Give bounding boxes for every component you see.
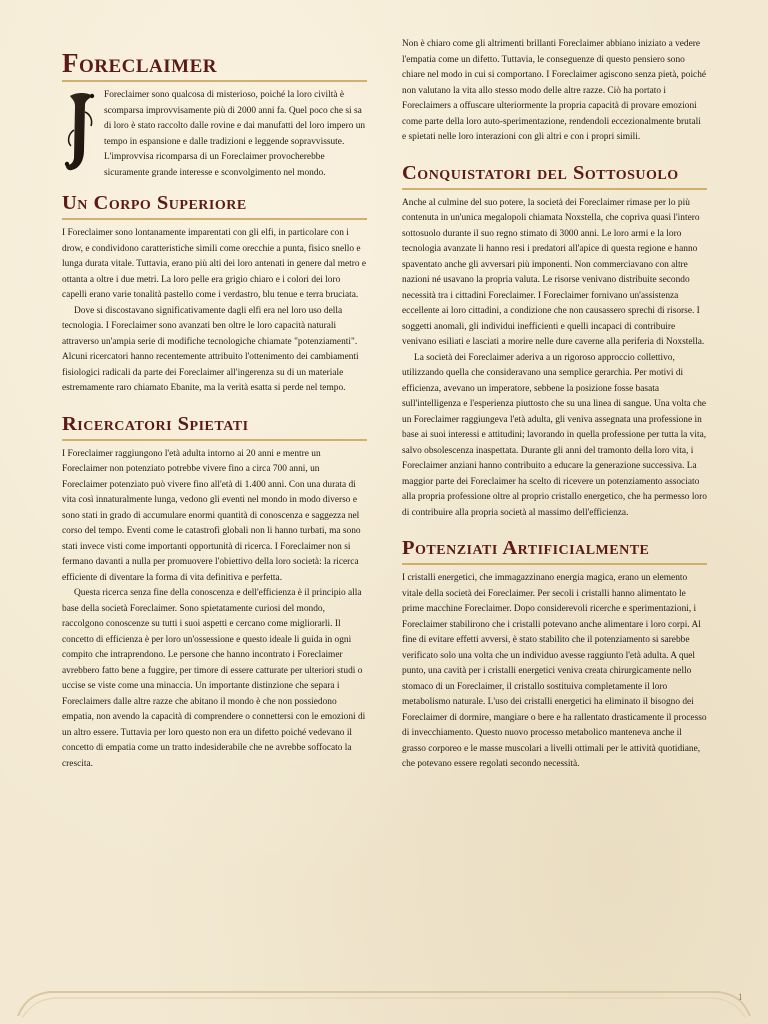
page-title: Foreclaimer	[62, 48, 218, 78]
heading-rule	[62, 218, 367, 220]
ornate-i-dropcap-icon	[62, 90, 98, 175]
heading-ricercatori-spietati: Ricercatori Spietati	[62, 412, 249, 435]
empatia-paragraph: Non è chiaro come gli altrimenti brillanti Foreclaimer abbiano iniziato a vedere l'empatia come un difetto. Tuttavia, le conseguenze di questo pensiero sono chiare nel modo in cui si comportano. I Foreclaimer agiscono senza pietà, poiché non valutano la vita allo stesso modo delle altre razze. Ciò ha portato i Foreclaimers a offuscare ulteriormente la propria capacità di provare emozioni come parte della loro auto-sperimentazione, rendendoli eccezionalmente brutali e spietati nelle loro interazioni con gli altri e con i propri simili.	[402, 39, 707, 142]
conquistatori-paragraph-1: Anche al culmine del suo potere, la società dei Foreclaimer rimase per lo più contenuta in un'unica megalopoli chiamata Noxstella, che copriva quasi l'intero sottosuolo durante il suo regno stimato di 3000 anni. Le loro armi e la loro tecnologia avanzate li hanno resi i predatori all'apice di questa regione e hanno spaventato anche gli avversari più imponenti. Non commerciavano con altre nazioni né usavano la propria valuta. Le risorse venivano distribuite secondo necessità tra i cittadini Foreclaimer. I Foreclaimer fornivano un'assistenza eccellente ai loro cittadini, a condizione che non causassero sprechi di risorse. I soggetti anomali, gli individui inefficienti e quelli incapaci di contribuire venivano esiliati e lasciati a morire nelle dure caverne alla periferia di Noxstella.	[402, 197, 705, 347]
heading-corpo-superiore: Un Corpo Superiore	[62, 192, 247, 214]
heading-rule	[402, 188, 707, 190]
right-column	[402, 37, 707, 773]
ricercatori-paragraph-2: Questa ricerca senza fine della conoscenza e dell'efficienza è il principio alla base della società Foreclaimer. Sono spietatamente curiosi del mondo, raccolgono conoscenze su tutti i suoi aspetti e cercano come migliorarli. Il concetto di efficienza è per loro un'ossessione e questo ideale li guida in ogni compito che intraprendono. Le persone che hanno incontrato i Foreclaimer avrebbero fatto bene a fuggire, per timore di essere catturate per ulteriori studi o uccise se viste come una minaccia. Un importante distinzione che separa i Foreclaimers dalle altre razze che abitano il mondo è che non possiedono empatia, non avendo la capacità di comprendere o connettersi con le emozioni di un altro essere. Tuttavia per loro questo non era un difetto poiché vedevano il concetto di empatia come un tratto indesiderabile che ne avrebbe soffocato la crescita.	[62, 588, 366, 769]
ricercatori-paragraph-1: I Foreclaimer raggiungono l'età adulta intorno ai 20 anni e mentre un Foreclaimer non potenziato potrebbe vivere fino a circa 700 anni, un Foreclaimer potenziato può vivere fino all'età di 1.400 anni. Con una durata di vita così innaturalmente lunga, vedono gli eventi nel mondo in modo diverso e sono stati in grado di accumulare enormi quantità di conoscenza e saggezza nel corso del tempo. Eventi come le catastrofi globali non li hanno turbati, ma sono stati invece visti come importanti opportunità di ricerca. I Foreclaimer non si fermano davanti a nulla per promuovere l'obiettivo della loro società: la ricerca efficiente di diventare la forma di vita definitiva e perfetta.	[62, 448, 361, 583]
title-rule	[62, 80, 367, 82]
heading-conquistatori: Conquistatori del Sottosuolo	[402, 161, 679, 184]
conquistatori-paragraph-2: La società dei Foreclaimer aderiva a un rigoroso approccio collettivo, utilizzando quella che consideravano una semplice gerarchia. Per motivi di efficienza, avevano un imperatore, sebbene la posizione fosse basata sull'intelligenza e l'esperienza piuttosto che su una linea di sangue. Una volta che un Foreclaimer raggiungeva l'età adulta, gli veniva assegnata una professione in base ai suoi interessi e attitudini; lavorando in quella professione per tutta la vita, salvo obsolescenza inaspettata. Durante gli anni del tramonto della loro vita, i Foreclaimer anziani hanno contribuito a educare la generazione successiva. La maggior parte dei Foreclaimer ha scelto di ricevere un potenziamento associato alla propria professione oltre al proprio cristallo energetico, che ha permesso loro di contribuire alla propria società al massimo dell'efficienza.	[402, 352, 707, 518]
footer-ornament-icon	[10, 960, 758, 1020]
potenziati-paragraph-1: I cristalli energetici, che immagazzinano energia magica, erano un elemento vitale della società dei Foreclaimer. Per secoli i cristalli hanno alimentato le prime macchine Foreclaimer. Dopo considerevoli ricerche e sperimentazioni, i Foreclaimer stabilirono che i cristalli potevano anche alimentare i loro corpi. Al fine di evitare effetti avversi, è stato stabilito che il potenziamento si sarebbe verificato solo una volta che un individuo avesse raggiunto l'età adulta. A quel punto, una cavità per i cristalli energetici veniva creata chirurgicamente nello stomaco di un Foreclaimer, il cristallo sostituiva completamente il loro metabolismo naturale. L'uso dei cristalli energetici ha eliminato il bisogno dei Foreclaimer di dormire, mangiare o bere e ha rallentato drasticamente il processo di invecchiamento. Questo nuovo processo metabolico manteneva anche il grasso corporeo e le masse muscolari a livelli ottimali per le attività quotidiane, che potevano essere regolati secondo necessità.	[402, 573, 707, 769]
left-column	[62, 48, 367, 772]
page-number: 1	[738, 992, 743, 1002]
corpo-paragraph-2: Dove si discostavano significativamente dagli elfi era nel loro uso della tecnologia. I Foreclaimer sono avanzati ben oltre le loro capacità naturali attraverso un'ampia serie di modifiche tecnologiche chiamate "potenziamenti". Alcuni ricercatori hanno recentemente attribuito l'ottenimento dei cambiamenti fisiologici radicali da parte dei Foreclaimer all'ingerenza su di un materiale estremamente raro chiamato Ebanite, ma la verità esatta si perde nel tempo.	[62, 305, 359, 393]
corpo-paragraph-1: I Foreclaimer sono lontanamente imparentati con gli elfi, in particolare con i drow, e condividono caratteristiche simili come orecchie a punta, fisico snello e lunga durata vitale. Tuttavia, erano più alti dei loro antenati in genere dal metro e ottanta a oltre i due metri. La loro pelle era grigio chiaro e i colori dei loro capelli erano varie tonalità pastello come i verdastro, blu tenue e terra bruciata.	[62, 228, 367, 300]
intro-paragraph: Foreclaimer sono qualcosa di misterioso, poiché la loro civiltà è scomparsa improvvisamente più di 2000 anni fa. Quel poco che si sa di loro è stato raccolto dalle rovine e dai manufatti del loro impero un tempo in espansione e dalle tradizioni e leggende sopravvissute. L'improvvisa ricomparsa di un Foreclaimer provocherebbe sicuramente grande interesse e sconvolgimento nel mondo.	[104, 90, 366, 178]
heading-rule	[402, 563, 707, 565]
heading-potenziati: Potenziati Artificialmente	[402, 537, 650, 559]
heading-rule	[62, 439, 367, 441]
